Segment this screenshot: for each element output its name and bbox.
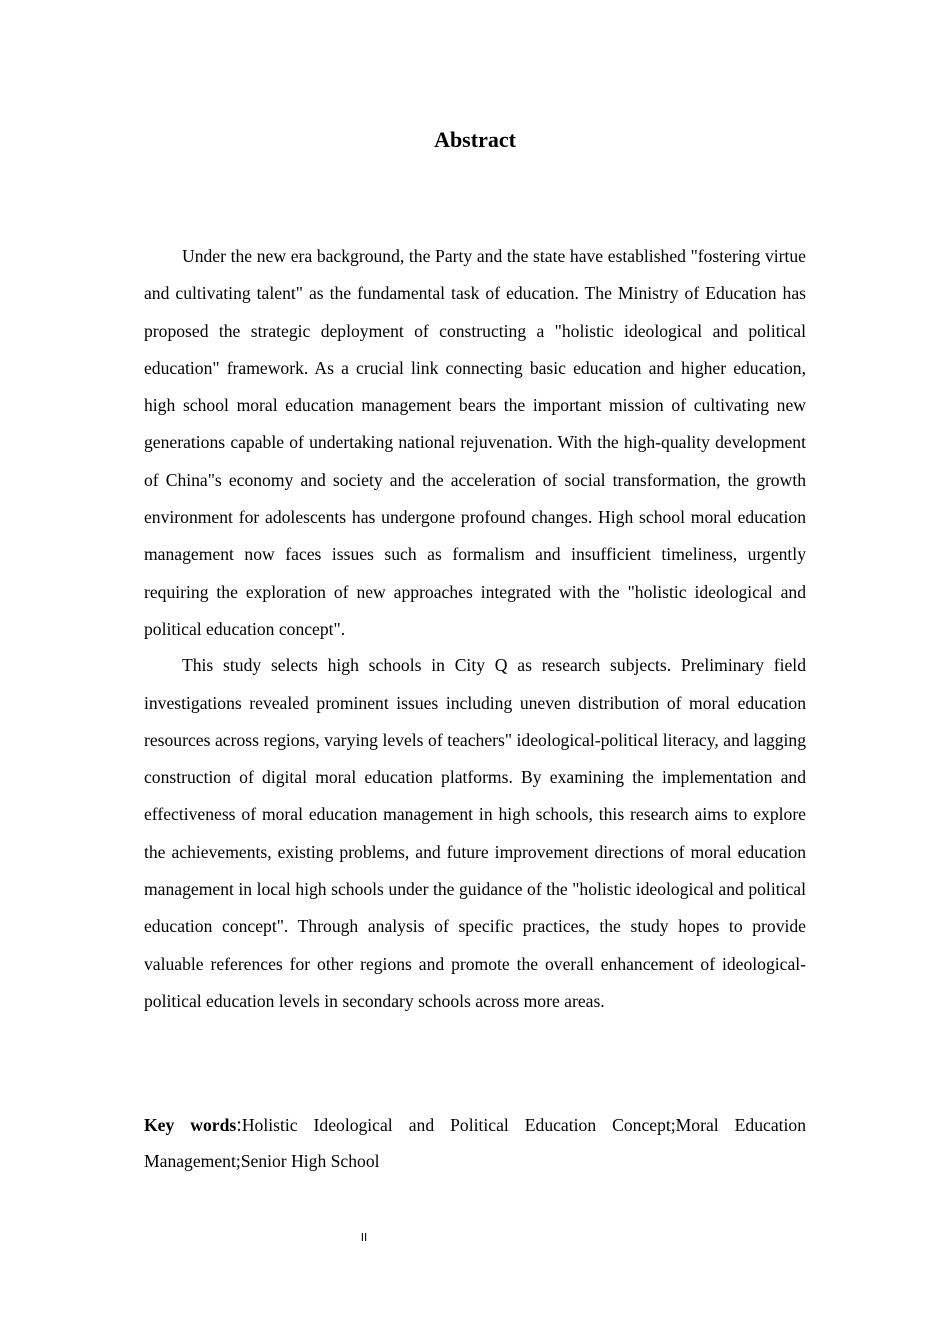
keywords-text: Holistic Ideological and Political Education Concept;Moral Education Management;Senior High School — [144, 1115, 806, 1171]
abstract-paragraph-1: Under the new era background, the Party and the state have established "fostering virtue and cultivating talent" as the fundamental task of education. The Ministry of Education has proposed the strategic deployment of constructing a "holistic ideological and political education" framework. As a crucial link connecting basic education and higher education, high school moral education management bears the important mission of cultivating new generations capable of undertaking national rejuvenation. With the high-quality development of China"s economy and society and the acceleration of social transformation, the growth environment for adolescents has undergone profound changes. High school moral education management now faces issues such as formalism and insufficient timeliness, urgently requiring the exploration of new approaches integrated with the "holistic ideological and political education concept". — [144, 246, 806, 639]
abstract-title: Abstract — [434, 127, 516, 152]
page-number: II — [360, 1231, 368, 1244]
keywords-label: Key words — [144, 1115, 237, 1135]
abstract-body — [144, 238, 806, 1020]
keywords-line — [144, 1107, 806, 1179]
keywords-separator: : — [236, 1114, 242, 1136]
abstract-paragraph-2: This study selects high schools in City Q as research subjects. Preliminary field investigations revealed prominent issues including uneven distribution of moral education resources across regions, varying levels of teachers" ideological-political literacy, and lagging construction of digital moral education platforms. By examining the implementation and effectiveness of moral education management in high schools, this research aims to explore the achievements, existing problems, and future improvement directions of moral education management in local high schools under the guidance of the "holistic ideological and political education concept". Through analysis of specific practices, the study hopes to provide valuable references for other regions and promote the overall enhancement of ideological-political education levels in secondary schools across more areas. — [144, 655, 806, 1011]
